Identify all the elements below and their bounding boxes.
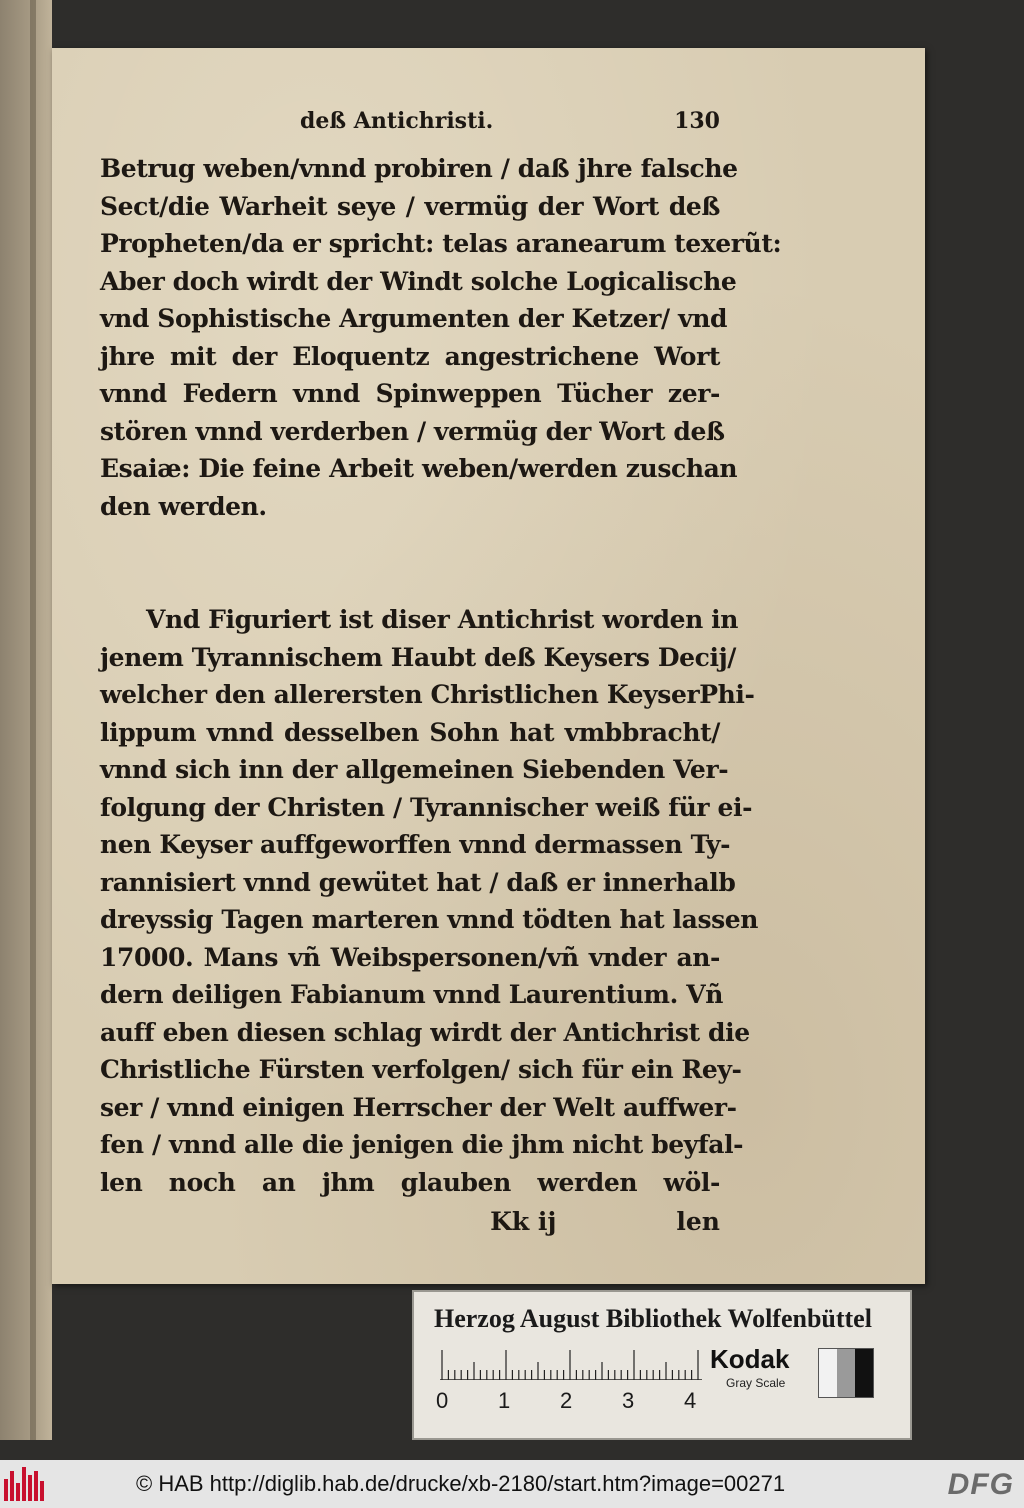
ruler-number: 0 [436, 1388, 449, 1413]
text-line: vnnd sich inn der allgemeinen Siebenden Ver- [100, 755, 729, 784]
signature-line [100, 1203, 720, 1240]
text-line: Propheten/da er spricht: telas aranearum texerũt: [100, 229, 782, 258]
text-line: jhre mit der Eloquentz angestrichene Wort [100, 341, 720, 371]
ruler-number: 2 [560, 1388, 573, 1413]
running-head [100, 108, 720, 144]
swatch-black [855, 1349, 873, 1397]
kodak-logo: Kodak [710, 1344, 790, 1374]
copyright-url: © HAB http://diglib.hab.de/drucke/xb-2180/start.htm?image=00271 [136, 1471, 786, 1496]
running-head-title: deß Antichristi. [300, 108, 494, 134]
hab-logo-icon [4, 1467, 44, 1501]
text-line: Betrug weben/vnnd probiren / daß jhre falsche [100, 154, 738, 183]
gray-swatches [818, 1348, 874, 1398]
text-line: lippum vnnd desselben Sohn hat vmbbracht/ [100, 717, 720, 747]
text-line: 17000. Mans vñ Weibspersonen/vñ vnder an- [100, 942, 720, 972]
ruler-number: 4 [684, 1388, 697, 1413]
paragraph-gap [100, 525, 720, 601]
ruler-number: 3 [622, 1388, 635, 1413]
signature-mark: Kk ij [490, 1207, 557, 1236]
binding-gutter [30, 0, 36, 1440]
catchword: len [676, 1207, 720, 1236]
dfg-logo: DFG [947, 1468, 1014, 1501]
text-line: Aber doch wirdt der Windt solche Logicalische [100, 266, 737, 296]
text-line: nen Keyser auffgeworffen vnnd dermassen Ty- [100, 830, 731, 859]
footer-bar [0, 1460, 1024, 1508]
text-line: rannisiert vnnd gewütet hat / daß er innerhalb [100, 867, 736, 897]
swatch-gray [837, 1349, 855, 1397]
text-line: vnnd Federn vnnd Spinweppen Tücher zer- [100, 379, 720, 408]
color-target-card [412, 1290, 912, 1440]
text-line: auff eben diesen schlag wirdt der Antichrist die [100, 1017, 750, 1047]
page-text [100, 108, 782, 1240]
paragraph-2 [100, 601, 759, 1201]
text-line: jenem Tyrannischem Haubt deß Keysers Decij/ [100, 642, 736, 672]
ruler-scale [440, 1350, 702, 1380]
facing-page-edge [0, 0, 52, 1440]
swatch-white [819, 1349, 837, 1397]
book-page [52, 48, 925, 1284]
text-line: ser / vnnd einigen Herrscher der Welt auffwer- [100, 1092, 737, 1122]
gray-scale-label: Gray Scale [726, 1376, 786, 1390]
text-line: len noch an jhm glauben werden wöl- [100, 1167, 720, 1197]
text-line: welcher den allerersten Christlichen KeyserPhi- [100, 680, 755, 709]
text-line: stören vnnd verderben / vermüg der Wort deß [100, 416, 725, 446]
folio-number: 130 [674, 108, 720, 134]
text-line: Sect/die Warheit seye / vermüg der Wort deß [100, 191, 720, 221]
library-name: Herzog August Bibliothek Wolfenbüttel [434, 1304, 872, 1333]
text-line: Vnd Figuriert ist diser Antichrist worden in [146, 605, 739, 634]
ruler-number: 1 [498, 1388, 511, 1413]
text-line: Christliche Fürsten verfolgen/ sich für ein Rey- [100, 1055, 742, 1084]
text-line: Esaiæ: Die feine Arbeit weben/werden zuschan [100, 454, 738, 483]
text-line: den werden. [100, 491, 267, 521]
paragraph-1 [100, 150, 782, 525]
text-line: folgung der Christen / Tyrannischer weiß für ei- [100, 792, 753, 822]
text-line: dern deiligen Fabianum vnnd Laurentium. Vñ [100, 980, 723, 1009]
text-line: dreyssig Tagen marteren vnnd tödten hat lassen [100, 905, 759, 934]
text-line: vnd Sophistische Argumenten der Ketzer/ vnd [100, 304, 728, 333]
text-line: fen / vnnd alle die jenigen die jhm nicht beyfal- [100, 1130, 744, 1159]
